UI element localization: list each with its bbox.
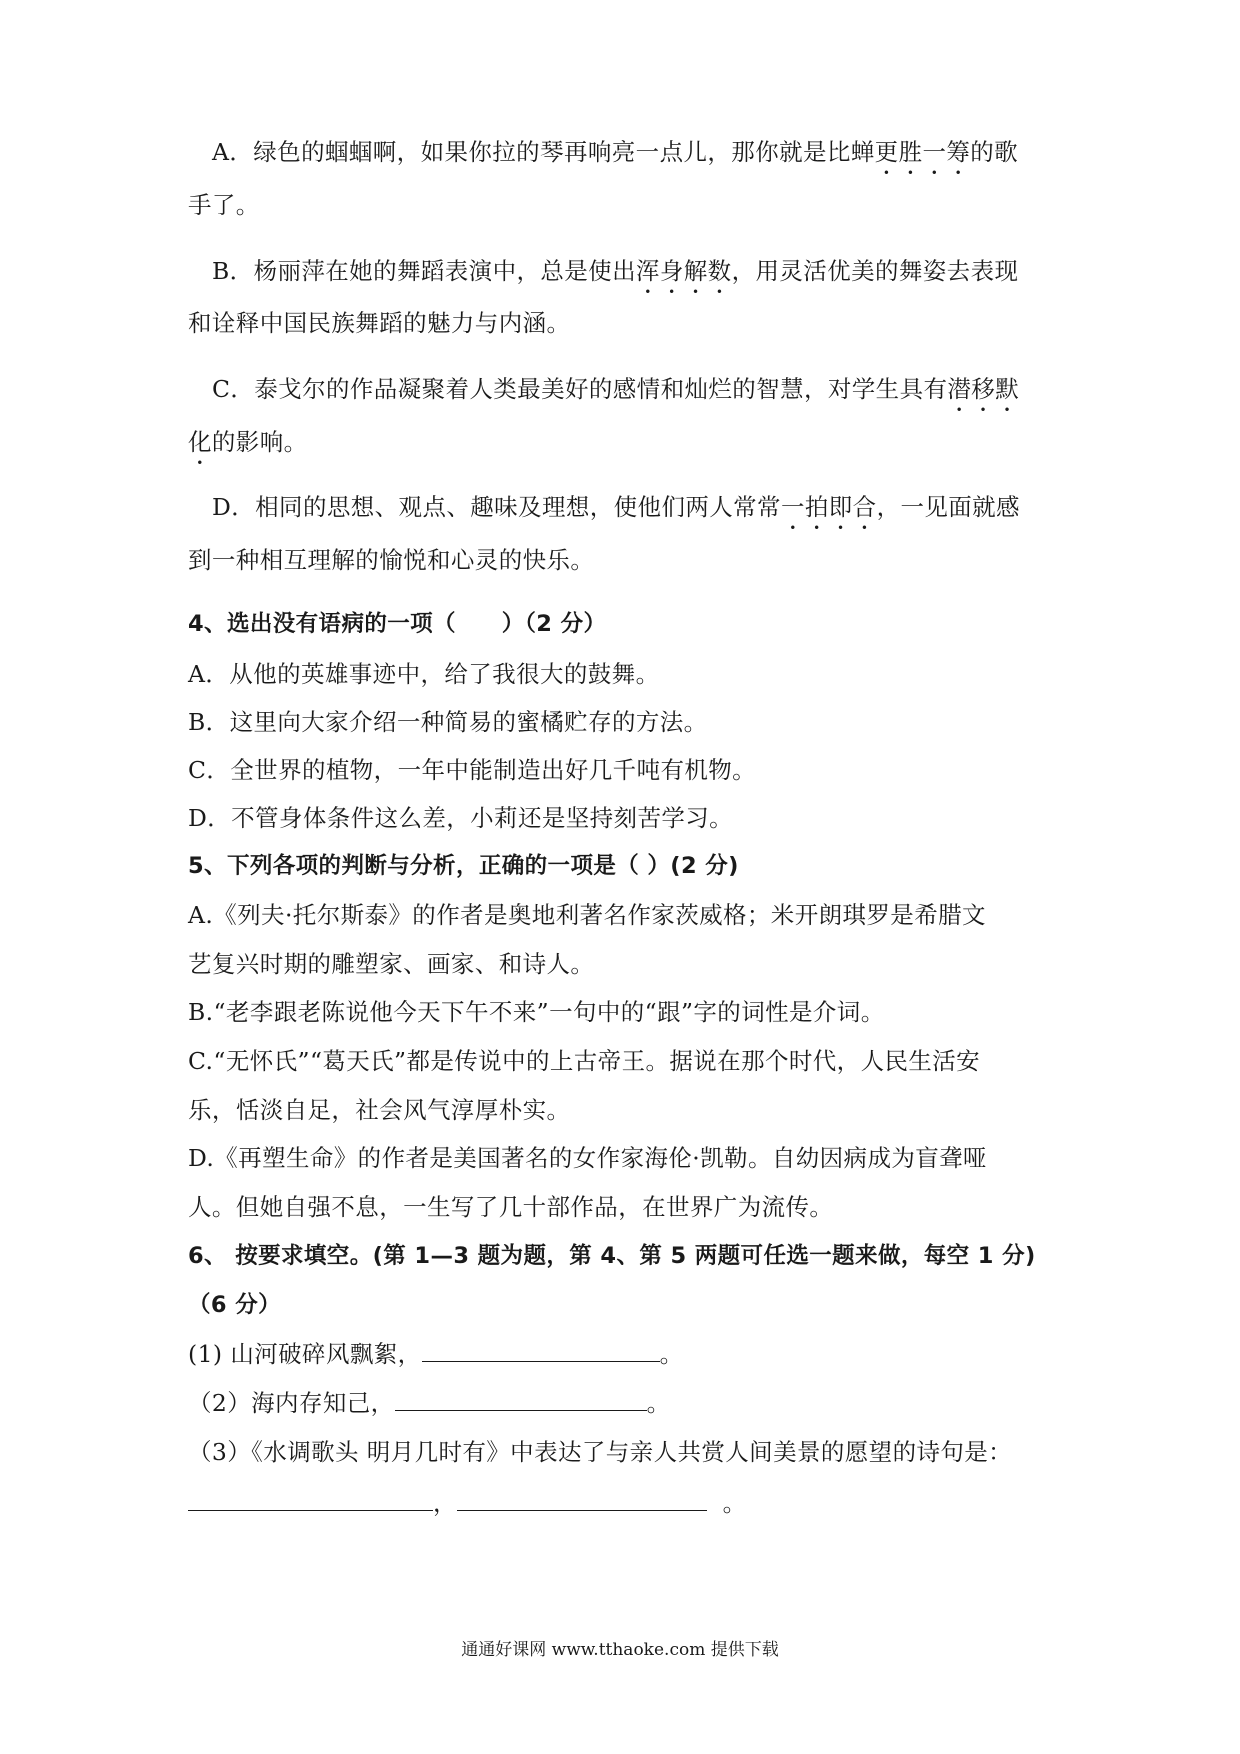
q6-item-3-end: 。 (722, 1489, 747, 1517)
q5-option-c-line1: C.“无怀氏”“葛天氏”都是传说中的上古帝王。据说在那个时代，人民生活安 (188, 1047, 981, 1075)
q6-item-2-end: 。 (646, 1389, 671, 1417)
q3-option-a-line1 (212, 133, 1018, 180)
q3-option-b-line2: 和诠释中国民族舞蹈的魅力与内涵。 (188, 309, 571, 337)
q3-b-emphasis: 浑身解数 (635, 257, 732, 285)
q3-a-text: A．绿色的蝈蝈啊，如果你拉的琴再响亮一点儿，那你就是比蝉 (212, 138, 875, 166)
q4-title: 4、选出没有语病的一项（ ）（2 分） (188, 611, 607, 637)
q4-option-c: C．全世界的植物，一年中能制造出好几千吨有机物。 (188, 756, 757, 784)
q3-c-text-end: 的影响。 (211, 428, 308, 456)
q5-option-b: B.“老李跟老陈说他今天下午不来”一句中的“跟”字的词性是介词。 (188, 998, 885, 1026)
q3-option-a-line2: 手了。 (188, 191, 260, 219)
q6-item-1-text: (1) 山河破碎风飘絮， (188, 1340, 422, 1368)
q6-title: 6、 按要求填空。(第 1—3 题为题，第 4、第 5 两题可任选一题来做，每空 1 分) (188, 1243, 1036, 1269)
q5-title: 5、下列各项的判断与分析，正确的一项是（ ）(2 分) (188, 853, 739, 879)
q4-option-b: B．这里向大家介绍一种简易的蜜橘贮存的方法。 (188, 708, 708, 736)
q3-b-text: B．杨丽萍在她的舞蹈表演中，总是使出 (212, 257, 636, 285)
q3-c-text: C．泰戈尔的作品凝聚着人类最美好的感情和灿烂的智慧，对学生具有 (212, 375, 948, 403)
q4-option-a: A．从他的英雄事迹中，给了我很大的鼓舞。 (188, 660, 660, 688)
q6-item-3: （3）《水调歌头 明月几时有》中表达了与亲人共赏人间美景的愿望的诗句是： (188, 1438, 1013, 1466)
page-footer: 通通好课网 www.tthaoke.com 提供下载 (461, 1640, 779, 1660)
q3-option-d-line2: 到一种相互理解的愉悦和心灵的快乐。 (188, 546, 595, 574)
q3-d-text: D．相同的思想、观点、趣味及理想，使他们两人常常 (212, 493, 781, 521)
q6-item-1-end: 。 (659, 1340, 684, 1368)
q5-option-a-line1: A.《列夫·托尔斯泰》的作者是奥地利著名作家茨威格；米开朗琪罗是希腊文 (188, 901, 986, 929)
q3-a-emphasis: 更胜一筹 (874, 138, 971, 166)
q6-item-1 (188, 1335, 683, 1369)
q6-item-1-blank[interactable] (422, 1341, 660, 1362)
q3-c-emphasis-2: 化 (188, 428, 212, 456)
q6-item-2-blank[interactable] (395, 1390, 647, 1411)
q6-item-3-blank-1[interactable] (188, 1490, 433, 1511)
q6-title-score: （6 分） (188, 1292, 281, 1318)
q6-item-2-text: （2）海内存知己， (188, 1389, 395, 1417)
q3-option-b-line1 (212, 252, 1018, 299)
q3-option-c-line2 (188, 423, 308, 470)
q3-b-text-end: ，用灵活优美的舞姿去表现 (731, 257, 1019, 285)
q6-item-3-separator: ， (433, 1489, 457, 1517)
q4-option-d: D．不管身体条件这么差，小莉还是坚持刻苦学习。 (188, 804, 734, 832)
q3-option-d-line1 (212, 488, 1020, 535)
q3-d-text-end: ，一见面就感 (876, 493, 1020, 521)
q5-option-d-line1: D.《再塑生命》的作者是美国著名的女作家海伦·凯勒。自幼因病成为盲聋哑 (188, 1144, 987, 1172)
q5-option-a-line2: 艺复兴时期的雕塑家、画家、和诗人。 (188, 950, 595, 978)
q3-a-text-end: 的歌 (970, 138, 1019, 166)
q5-option-c-line2: 乐，恬淡自足，社会风气淳厚朴实。 (188, 1096, 571, 1124)
q3-c-emphasis: 潜移默 (947, 375, 1020, 403)
q3-d-emphasis: 一拍即合 (780, 493, 877, 521)
q6-item-3-blank-2[interactable] (457, 1490, 707, 1511)
q3-option-c-line1 (212, 370, 1019, 417)
q6-item-2 (188, 1384, 670, 1418)
q5-option-d-line2: 人。但她自强不息，一生写了几十部作品，在世界广为流传。 (188, 1193, 834, 1221)
q6-item-3-blanks (188, 1484, 747, 1518)
